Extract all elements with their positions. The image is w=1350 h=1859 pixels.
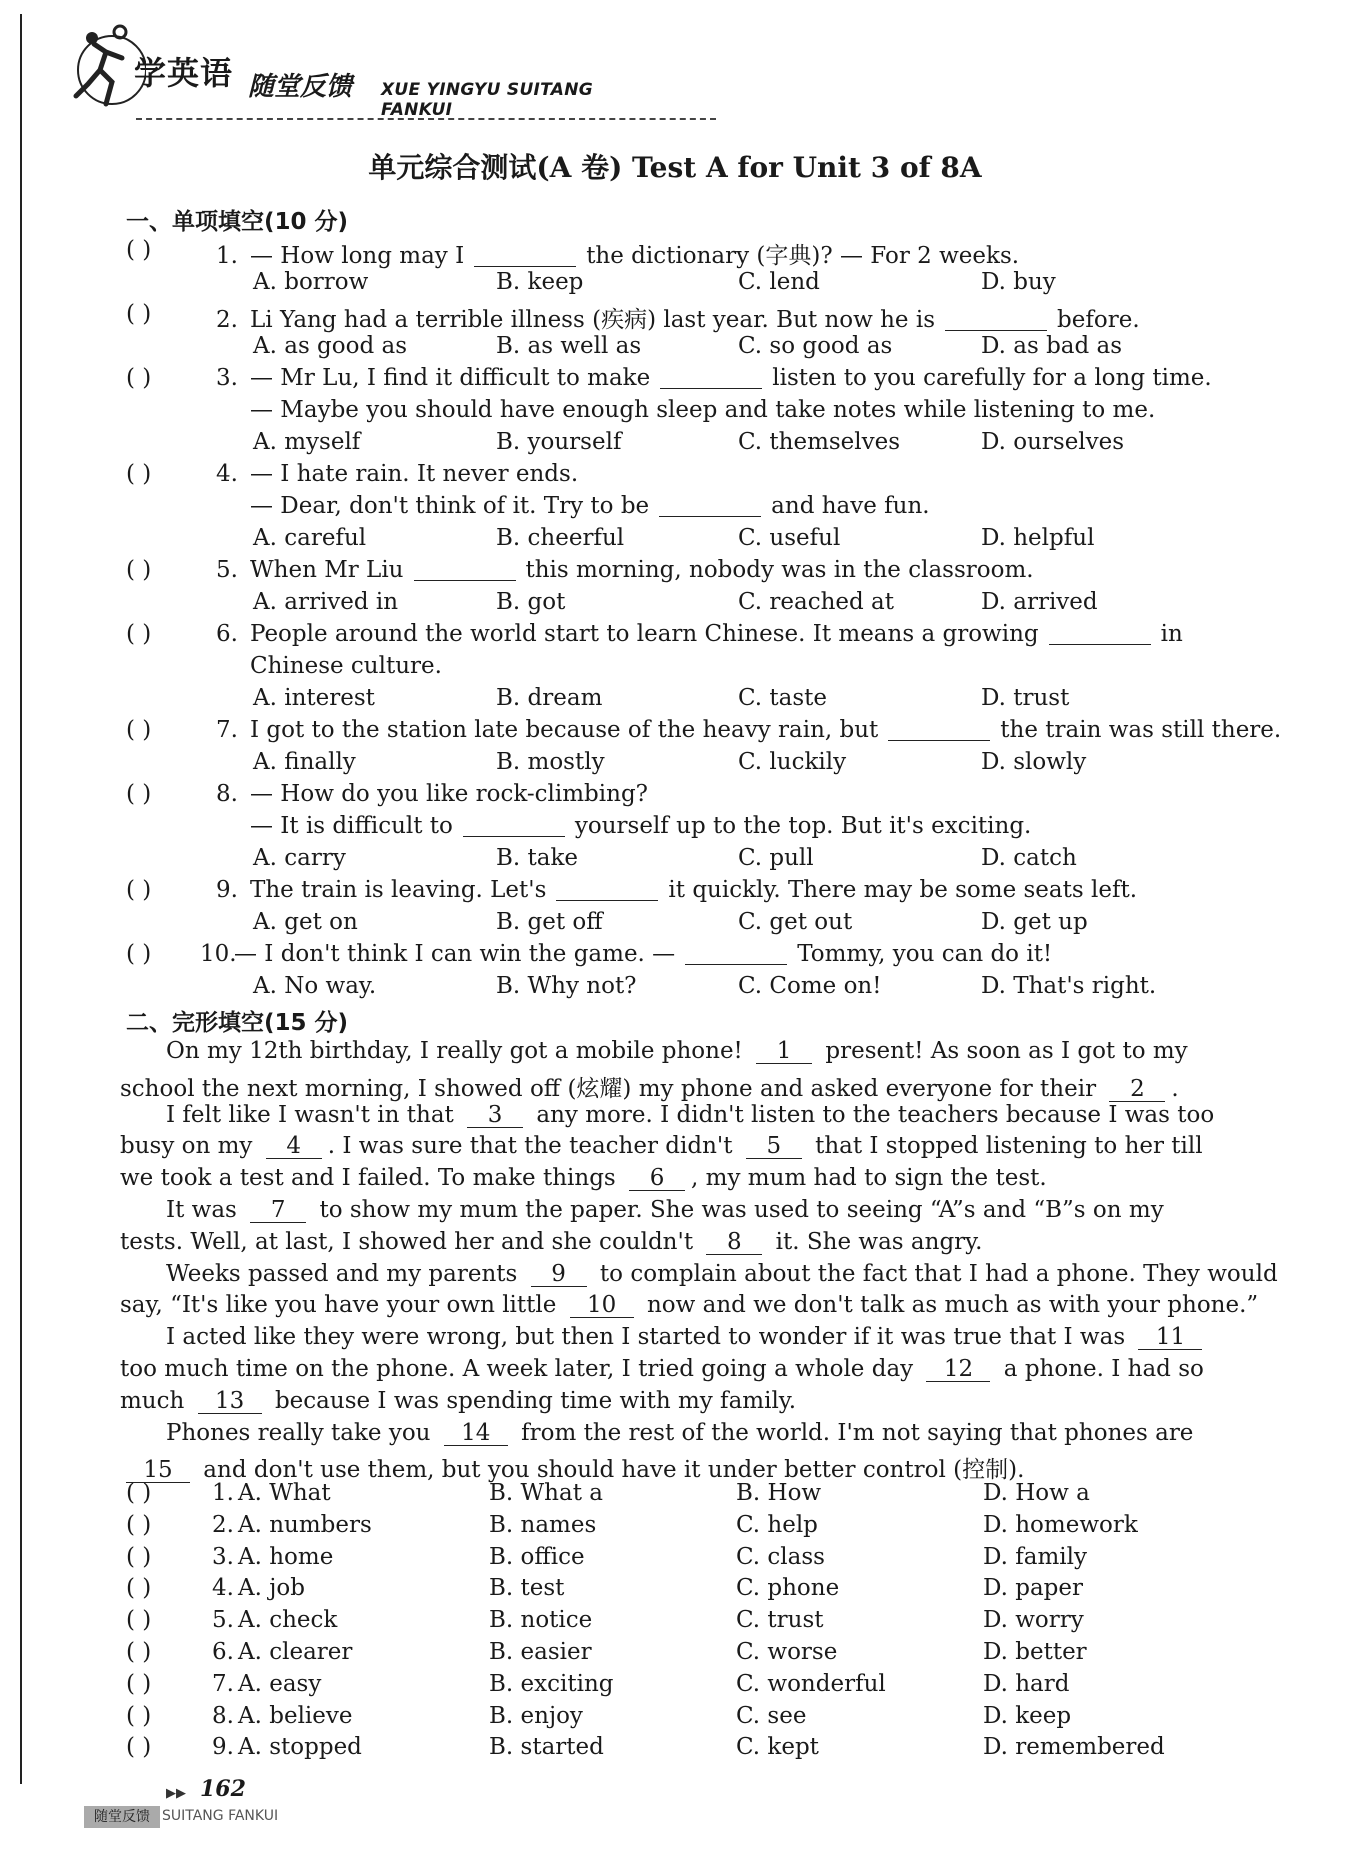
stem-text: — Mr Lu, I find it difficult to make	[250, 365, 651, 391]
question-stem	[216, 717, 1281, 743]
question-number: 7.	[216, 717, 238, 743]
stem-text: When Mr Liu	[250, 557, 404, 583]
option-b[interactable]: B. mostly	[496, 749, 605, 775]
passage-text: . I was sure that the teacher didn't	[327, 1133, 740, 1160]
stem-text: it quickly. There may be some seats left.	[668, 877, 1138, 903]
answer-bracket[interactable]: ( )	[126, 1480, 152, 1506]
answer-bracket[interactable]: ( )	[126, 1734, 152, 1761]
option-d[interactable]: D. worry	[983, 1607, 1084, 1634]
cloze-blank[interactable]: 1	[756, 1039, 812, 1064]
option-b[interactable]: B. got	[496, 589, 566, 615]
cloze-blank[interactable]: 4	[266, 1134, 322, 1159]
question-number: 2.	[216, 307, 238, 333]
stem-text: and have fun.	[771, 493, 930, 519]
question-line2	[250, 653, 442, 679]
question-stem	[216, 301, 1140, 334]
cloze-blank[interactable]: 2	[1109, 1077, 1165, 1102]
stem-text: the dictionary (字典)? — For 2 weeks.	[586, 243, 1020, 269]
passage-text: we took a test and I failed. To make things	[120, 1165, 624, 1192]
passage-text: Phones really take you	[120, 1419, 438, 1446]
passage-text: On my 12th birthday, I really got a mobile phone!	[120, 1038, 751, 1064]
cloze-blank[interactable]: 7	[250, 1198, 306, 1223]
option-d[interactable]: D. get up	[981, 909, 1088, 935]
question-number: 4.	[216, 461, 238, 487]
option-b[interactable]: B. exciting	[489, 1670, 614, 1697]
option-a[interactable]: A. finally	[253, 749, 356, 775]
option-a[interactable]: A. believe	[238, 1702, 353, 1729]
cloze-blank[interactable]: 6	[629, 1166, 685, 1191]
stem-text: I got to the station late because of the heavy rain, but	[250, 717, 879, 743]
option-a[interactable]: A. myself	[253, 429, 361, 455]
option-a[interactable]: A. numbers	[238, 1511, 372, 1538]
option-b[interactable]: B. started	[489, 1734, 604, 1761]
question-number: 3.	[212, 1543, 234, 1570]
answer-bracket[interactable]: ( )	[126, 461, 152, 487]
passage-text: I felt like I wasn't in that	[120, 1101, 462, 1128]
answer-blank[interactable]	[945, 308, 1047, 331]
passage-text: too much time on the phone. A week later, I tried going a whole day	[120, 1356, 921, 1382]
header-divider	[136, 118, 716, 120]
option-d[interactable]: D. homework	[983, 1511, 1138, 1538]
question-line2	[250, 397, 1155, 423]
option-a[interactable]: A. carry	[253, 845, 346, 871]
answer-blank[interactable]	[888, 718, 990, 741]
question-number: 5.	[212, 1607, 234, 1634]
passage-text: I acted like they were wrong, but then I started to wonder if it was true that I was	[120, 1324, 1133, 1351]
passage-text: any more. I didn't listen to the teachers because I was too	[529, 1101, 1215, 1128]
option-a[interactable]: A. as good as	[253, 333, 408, 359]
stem-text: in	[1160, 621, 1183, 647]
answer-bracket[interactable]: ( )	[126, 1670, 152, 1697]
option-a[interactable]: A. easy	[238, 1670, 322, 1697]
stem-text: — Maybe you should have enough sleep and take notes while listening to me.	[250, 397, 1156, 423]
option-b[interactable]: B. take	[496, 845, 579, 871]
answer-blank[interactable]	[685, 942, 787, 965]
question-stem	[200, 941, 1052, 967]
page-number: 162	[200, 1776, 246, 1802]
stem-text: People around the world start to learn Chinese. It means a growing	[250, 621, 1039, 647]
option-d[interactable]: D. catch	[981, 845, 1077, 871]
question-number: 5.	[216, 557, 238, 583]
option-b[interactable]: B. dream	[496, 685, 603, 711]
question-number: 6.	[212, 1639, 234, 1665]
question-number: 8.	[212, 1702, 234, 1729]
answer-bracket[interactable]: ( )	[126, 237, 152, 263]
header-title: 学英语	[134, 54, 234, 92]
answer-bracket[interactable]: ( )	[126, 1639, 152, 1665]
passage-text: It was	[120, 1197, 245, 1223]
question-number: 10.	[200, 941, 237, 967]
option-b[interactable]: B. office	[489, 1543, 585, 1570]
passage-line	[120, 1038, 1188, 1064]
question-stem	[216, 365, 1212, 391]
question-number: 7.	[212, 1670, 234, 1697]
passage-text: present! As soon as I got to my	[818, 1038, 1188, 1064]
option-d[interactable]: D. How a	[983, 1480, 1090, 1506]
option-a[interactable]: A. careful	[253, 525, 367, 551]
passage-text: .	[1171, 1075, 1179, 1102]
passage-line	[120, 1070, 1179, 1103]
option-b[interactable]: B. names	[489, 1511, 597, 1538]
stem-text: the train was still there.	[1000, 717, 1282, 743]
answer-bracket[interactable]: ( )	[126, 877, 152, 903]
option-c[interactable]: C. class	[736, 1543, 825, 1570]
option-d[interactable]: D. buy	[981, 269, 1056, 295]
option-b[interactable]: B. What a	[489, 1480, 603, 1506]
answer-blank[interactable]	[414, 558, 516, 581]
option-d[interactable]: D. That's right.	[981, 973, 1157, 999]
question-stem	[216, 461, 578, 487]
stem-text: — How long may I	[250, 243, 465, 269]
stem-text: before.	[1057, 307, 1140, 333]
option-c[interactable]: C. pull	[738, 845, 814, 871]
option-a[interactable]: A. get on	[253, 909, 358, 935]
option-a[interactable]: A. check	[238, 1607, 338, 1634]
cloze-blank[interactable]: 9	[531, 1262, 587, 1287]
question-number: 9.	[212, 1734, 234, 1761]
option-d[interactable]: D. helpful	[981, 525, 1095, 551]
option-c[interactable]: C. taste	[738, 685, 828, 711]
passage-text: much	[120, 1387, 192, 1414]
stem-text: Tommy, you can do it!	[797, 941, 1053, 967]
answer-bracket[interactable]: ( )	[126, 781, 152, 807]
option-d[interactable]: D. arrived	[981, 589, 1098, 615]
answer-blank[interactable]	[1049, 622, 1151, 645]
question-line2	[250, 813, 1031, 839]
option-c[interactable]: C. lend	[738, 269, 820, 295]
question-number: 1.	[212, 1480, 234, 1506]
stem-text: listen to you carefully for a long time.	[772, 365, 1212, 391]
passage-text: to show my mum the paper. She was used to seeing “A”s and “B”s on my	[312, 1197, 1164, 1223]
passage-line	[120, 1356, 1204, 1382]
passage-text: that I stopped listening to her till	[807, 1133, 1203, 1160]
option-c[interactable]: C. phone	[736, 1575, 840, 1602]
passage-text: say, “It's like you have your own little	[120, 1292, 564, 1319]
passage-line	[120, 1420, 1193, 1446]
passage-text: because I was spending time with my family.	[267, 1387, 797, 1414]
option-c[interactable]: C. luckily	[738, 749, 847, 775]
page-arrow-icon: ▶▶	[166, 1786, 186, 1801]
option-a[interactable]: A. No way.	[253, 973, 377, 999]
answer-blank[interactable]	[556, 878, 658, 901]
passage-line	[120, 1229, 982, 1255]
option-d[interactable]: D. trust	[981, 685, 1070, 711]
passage-line	[120, 1165, 1047, 1191]
option-d[interactable]: D. paper	[983, 1575, 1084, 1602]
passage-line	[120, 1102, 1214, 1128]
question-number: 4.	[212, 1575, 234, 1602]
stem-text: — Dear, don't think of it. Try to be	[250, 493, 650, 519]
answer-bracket[interactable]: ( )	[126, 1511, 152, 1538]
option-c[interactable]: C. get out	[738, 909, 853, 935]
question-number: 8.	[216, 781, 238, 807]
option-c[interactable]: C. kept	[736, 1734, 819, 1761]
answer-bracket[interactable]: ( )	[126, 557, 152, 583]
passage-text: , my mum had to sign the test.	[691, 1165, 1047, 1192]
passage-text: tests. Well, at last, I showed her and she couldn't	[120, 1228, 701, 1255]
footer-label: 随堂反馈	[84, 1806, 160, 1828]
option-a[interactable]: A. clearer	[238, 1639, 353, 1665]
passage-line	[120, 1197, 1164, 1223]
option-d[interactable]: D. slowly	[981, 749, 1087, 775]
option-b[interactable]: B. cheerful	[496, 525, 625, 551]
passage-line	[120, 1324, 1208, 1350]
stem-text: — How do you like rock-climbing?	[250, 781, 649, 807]
option-d[interactable]: D. ourselves	[981, 429, 1125, 455]
question-stem	[216, 557, 1034, 583]
option-b[interactable]: B. as well as	[496, 333, 642, 359]
passage-line	[120, 1388, 796, 1414]
option-c[interactable]: C. trust	[736, 1607, 824, 1634]
answer-blank[interactable]	[474, 244, 576, 267]
passage-text: from the rest of the world. I'm not saying that phones are	[513, 1419, 1194, 1446]
option-a[interactable]: A. arrived in	[253, 589, 399, 615]
option-b[interactable]: B. notice	[489, 1607, 593, 1634]
question-number: 2.	[212, 1511, 234, 1538]
passage-text: school the next morning, I showed off (炫耀) my phone and asked everyone for their	[120, 1075, 1104, 1102]
cloze-blank[interactable]: 5	[746, 1134, 802, 1159]
stem-text: Li Yang had a terrible illness (疾病) last year. But now he is	[250, 307, 936, 333]
passage-line	[120, 1292, 1258, 1318]
option-c[interactable]: C. see	[736, 1702, 807, 1729]
answer-bracket[interactable]: ( )	[126, 1607, 152, 1634]
passage-text: to complain about the fact that I had a phone. They would	[592, 1260, 1278, 1287]
answer-blank[interactable]	[660, 366, 762, 389]
question-number: 6.	[216, 621, 238, 647]
section2-heading: 二、完形填空(15 分)	[126, 1010, 349, 1036]
passage-text: now and we don't talk as much as with your phone.”	[639, 1292, 1259, 1319]
option-b[interactable]: B. Why not?	[496, 973, 637, 999]
question-number: 3.	[216, 365, 238, 391]
answer-bracket[interactable]: ( )	[126, 717, 152, 743]
option-c[interactable]: C. help	[736, 1511, 818, 1538]
option-d[interactable]: D. remembered	[983, 1734, 1165, 1761]
question-stem	[216, 621, 1183, 647]
option-c[interactable]: B. How	[736, 1480, 822, 1506]
option-d[interactable]: D. hard	[983, 1670, 1070, 1697]
cloze-blank[interactable]: 8	[706, 1230, 762, 1255]
cloze-blank[interactable]: 13	[198, 1389, 262, 1414]
answer-bracket[interactable]: ( )	[126, 1543, 152, 1570]
option-d[interactable]: D. as bad as	[981, 333, 1123, 359]
passage-line	[120, 1261, 1278, 1287]
cloze-blank[interactable]: 10	[570, 1293, 634, 1318]
answer-blank[interactable]	[659, 494, 761, 517]
answer-bracket[interactable]: ( )	[126, 301, 152, 327]
passage-line	[120, 1133, 1203, 1159]
question-stem	[216, 781, 648, 807]
passage-text: and don't use them, but you should have it under better control (控制).	[196, 1457, 1025, 1484]
answer-bracket[interactable]: ( )	[126, 1575, 152, 1602]
answer-bracket[interactable]: ( )	[126, 365, 152, 391]
answer-bracket[interactable]: ( )	[126, 621, 152, 647]
stem-text: The train is leaving. Let's	[250, 877, 547, 903]
stem-text: — I don't think I can win the game. —	[234, 941, 676, 967]
option-c[interactable]: C. Come on!	[738, 973, 882, 999]
answer-bracket[interactable]: ( )	[126, 941, 152, 967]
header-subtitle: 随堂反馈	[248, 72, 353, 102]
option-d[interactable]: D. better	[983, 1639, 1087, 1665]
question-number: 9.	[216, 877, 238, 903]
passage-text: Weeks passed and my parents	[120, 1260, 525, 1287]
page-header	[66, 20, 656, 120]
passage-text: it. She was angry.	[768, 1228, 983, 1255]
option-a[interactable]: A. borrow	[253, 269, 369, 295]
stem-text: yourself up to the top. But it's exciting.	[574, 813, 1032, 839]
question-stem	[216, 877, 1137, 903]
passage-text: a phone. I had so	[996, 1356, 1204, 1382]
option-a[interactable]: A. What	[238, 1480, 331, 1506]
cloze-blank[interactable]: 11	[1138, 1325, 1202, 1350]
option-c[interactable]: C. reached at	[738, 589, 895, 615]
option-c[interactable]: C. useful	[738, 525, 841, 551]
stem-text: — I hate rain. It never ends.	[250, 461, 579, 487]
passage-text: busy on my	[120, 1133, 260, 1160]
cloze-blank[interactable]: 14	[444, 1421, 508, 1446]
option-b[interactable]: B. test	[489, 1575, 565, 1602]
option-d[interactable]: D. family	[983, 1543, 1087, 1570]
option-a[interactable]: A. home	[238, 1543, 334, 1570]
question-stem	[216, 237, 1019, 270]
answer-blank[interactable]	[463, 814, 565, 837]
stem-text: this morning, nobody was in the classroom.	[525, 557, 1034, 583]
option-b[interactable]: B. yourself	[496, 429, 622, 455]
binding-line	[20, 14, 22, 1784]
option-b[interactable]: B. keep	[496, 269, 584, 295]
stem-text: — It is difficult to	[250, 813, 453, 839]
option-a[interactable]: A. stopped	[238, 1734, 362, 1761]
section1-heading: 一、单项填空(10 分)	[126, 209, 349, 235]
option-c[interactable]: C. themselves	[738, 429, 901, 455]
cloze-blank[interactable]: 15	[126, 1458, 190, 1483]
cloze-blank[interactable]: 3	[467, 1103, 523, 1128]
option-b[interactable]: B. get off	[496, 909, 603, 935]
stem-text: Chinese culture.	[250, 653, 442, 679]
option-d[interactable]: D. keep	[983, 1702, 1072, 1729]
option-c[interactable]: C. wonderful	[736, 1670, 886, 1697]
option-a[interactable]: A. job	[238, 1575, 305, 1602]
page-title: 单元综合测试(A 卷) Test A for Unit 3 of 8A	[368, 151, 982, 184]
cloze-blank[interactable]: 12	[926, 1357, 990, 1382]
question-number: 1.	[216, 243, 238, 269]
option-a[interactable]: A. interest	[253, 685, 375, 711]
footer-pinyin: SUITANG FANKUI	[162, 1808, 279, 1824]
answer-bracket[interactable]: ( )	[126, 1702, 152, 1729]
option-b[interactable]: B. enjoy	[489, 1702, 583, 1729]
option-c[interactable]: C. worse	[736, 1639, 838, 1665]
header-pinyin: XUE YINGYU SUITANG FANKUI	[381, 80, 593, 120]
option-b[interactable]: B. easier	[489, 1639, 592, 1665]
question-line2	[250, 493, 930, 519]
option-c[interactable]: C. so good as	[738, 333, 893, 359]
